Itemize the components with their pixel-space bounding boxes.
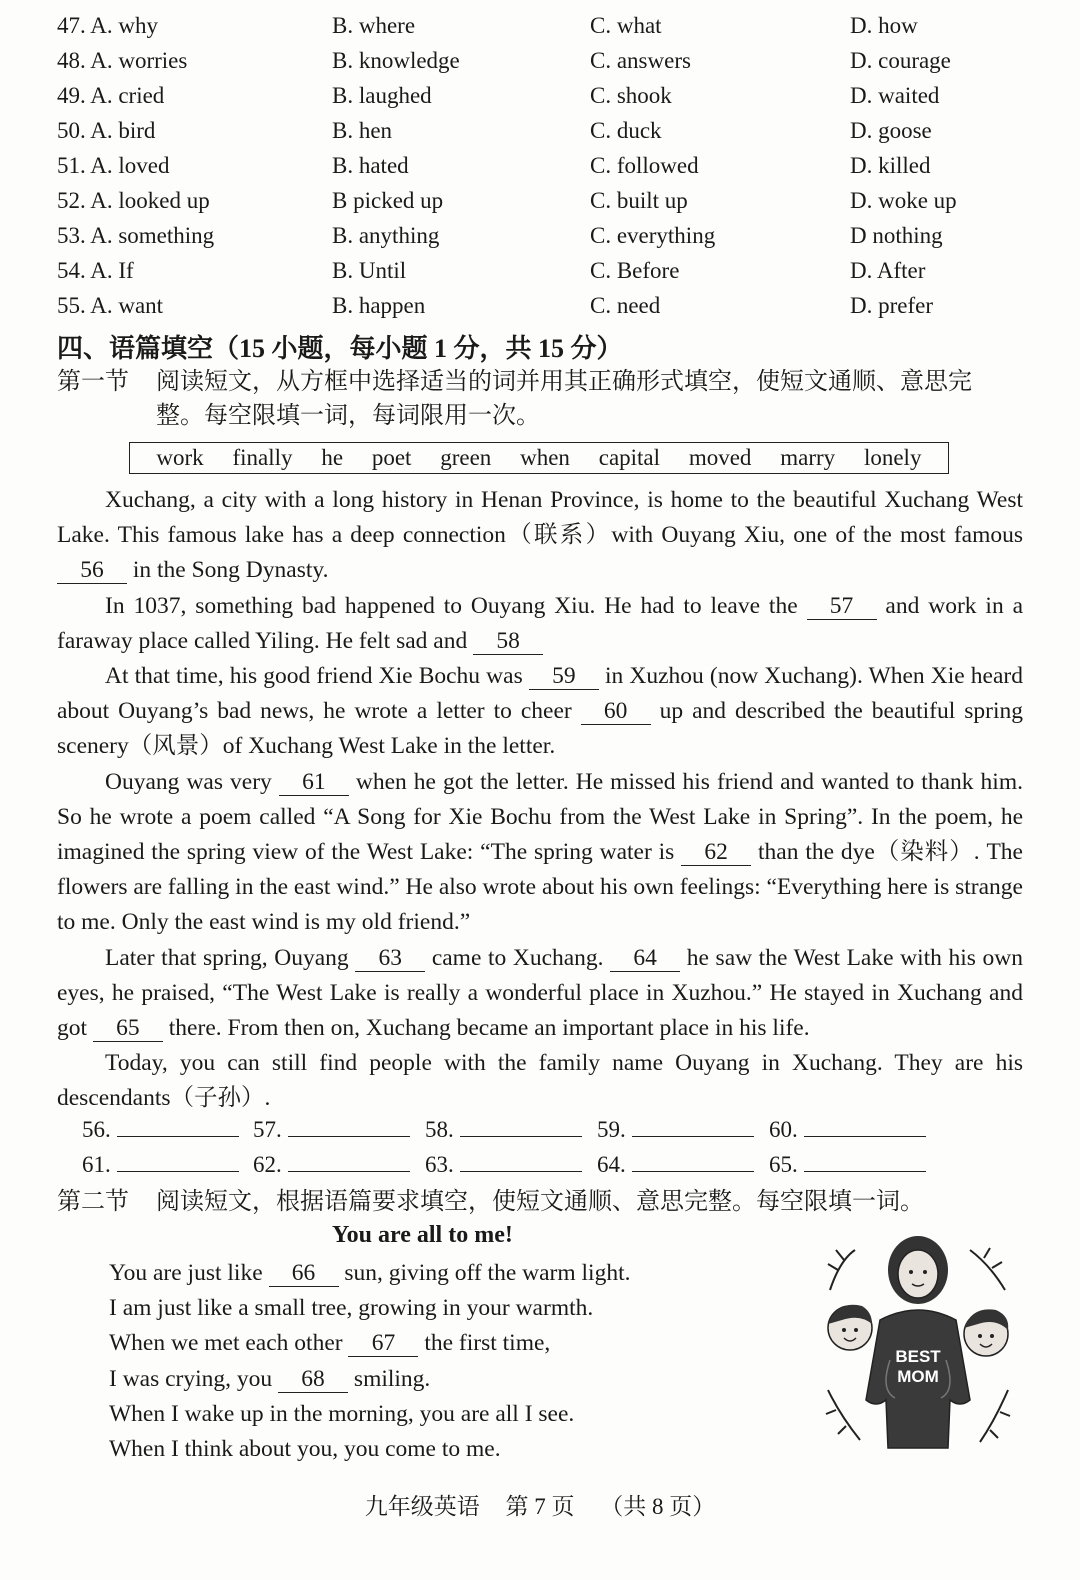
blank-68[interactable]: 68 [278, 1366, 348, 1393]
choice-c: C. Before [590, 258, 680, 283]
choice-b: B. laughed [332, 83, 432, 108]
section-heading: 四、语篇填空（15 小题，每小题 1 分，共 15 分） [57, 334, 623, 363]
choice-a: 52. A. looked up [57, 188, 210, 213]
word-box-item: marry [780, 445, 836, 470]
footer-page: 第 7 页 [505, 1494, 575, 1519]
choice-c: C. what [590, 13, 662, 38]
poem-title: You are all to me! [332, 1222, 513, 1248]
choice-b: B. hen [332, 118, 393, 143]
part1-label: 第一节 [57, 369, 129, 395]
answer-slot[interactable]: 63. [425, 1151, 582, 1178]
paragraph: Later that spring, Ouyang 63 came to Xuchang. 64 he saw the West Lake with his own eyes, he praised, “The West Lake is really a wonderful place in Xuzhou.” He stayed in Xuchang and got 65 there. From then on, Xuchang became an important place in his life. [57, 944, 1023, 1042]
choice-b: B picked up [332, 188, 444, 213]
paragraph: At that time, his good friend Xie Bochu was 59 in Xuzhou (now Xuchang). When Xie heard about Ouyang’s bad news, he wrote a letter to cheer 60 up and described the beautiful spring scenery（风景）of Xuchang West Lake in the letter. [57, 663, 1023, 760]
choice-b: B. anything [332, 223, 440, 248]
poem-line: When I wake up in the morning, you are all I see. [109, 1400, 575, 1427]
poem [109, 1256, 630, 1467]
answer-slot[interactable]: 62. [253, 1151, 410, 1178]
choice-d: D. waited [850, 83, 940, 108]
choice-c: C. shook [590, 83, 672, 108]
choice-d: D nothing [850, 223, 943, 248]
shirt-text-mom: MOM [897, 1367, 939, 1386]
passage [57, 483, 1023, 1117]
blank-63[interactable]: 63 [355, 945, 425, 972]
poem-line: I am just like a small tree, growing in your warmth. [109, 1295, 594, 1322]
poem-line: I was crying, you 68 smiling. [109, 1365, 431, 1392]
choice-a: 54. A. If [57, 258, 134, 283]
answer-slot[interactable]: 65. [769, 1151, 926, 1178]
choice-d: D. how [850, 13, 918, 38]
choice-a: 53. A. something [57, 223, 215, 248]
word-box [129, 442, 949, 474]
blank-64[interactable]: 64 [610, 945, 680, 972]
choice-a: 50. A. bird [57, 118, 156, 143]
choice-b: B. where [332, 13, 416, 38]
poem-line: You are just like 66 sun, giving off the warm light. [109, 1260, 631, 1286]
blank-65[interactable]: 65 [93, 1015, 163, 1042]
part1-instruction-line2: 整。每空限填一词，每词限用一次。 [156, 403, 540, 429]
part1-instruction-line1: 阅读短文，从方框中选择适当的词并用其正确形式填空，使短文通顺、意思完 [156, 369, 972, 395]
word-box-item: work [156, 445, 204, 470]
choice-b: B. hated [332, 153, 409, 178]
page-footer [0, 1488, 1080, 1521]
shirt-text-best: BEST [895, 1347, 941, 1366]
choice-c: C. answers [590, 48, 691, 73]
blank-66[interactable]: 66 [269, 1260, 339, 1287]
choice-b: B. happen [332, 293, 426, 318]
choice-c: C. built up [590, 188, 688, 213]
paragraph: Xuchang, a city with a long history in Henan Province, is home to the beautiful Xuchang West Lake. This famous lake has a deep connection（联系）with Ouyang Xiu, one of the most famous 56 in the Song Dynasty. [57, 487, 1023, 584]
answer-slot[interactable]: 56. [82, 1116, 239, 1143]
choice-a: 55. A. want [57, 293, 164, 318]
answer-slot[interactable]: 61. [82, 1151, 239, 1178]
blank-58[interactable]: 58 [473, 628, 543, 655]
choice-b: B. knowledge [332, 48, 460, 73]
choice-d: D. courage [850, 48, 951, 73]
word-box-item: he [321, 445, 344, 470]
blank-56[interactable]: 56 [57, 557, 127, 584]
footer-total: （共 8 页） [600, 1494, 716, 1519]
choice-a: 49. A. cried [57, 83, 165, 108]
answer-slot[interactable]: 60. [769, 1116, 926, 1143]
choice-c: C. everything [590, 223, 716, 248]
choice-a: 48. A. worries [57, 48, 188, 73]
best-mom-illustration [820, 1230, 1015, 1452]
paragraph: Ouyang was very 61 when he got the letter. He missed his friend and wanted to thank him. So he wrote a poem called “A Song for Xie Bochu from the West Lake in Spring”. In the poem, he imagined the spring view of the West Lake: “The spring water is 62 than the dye（染料）. The flowers are falling in the east wind.” He also wrote about his own feelings: “Everything here is strange to me. Only the east wind is my old friend.” [57, 768, 1023, 936]
word-box-item: capital [598, 445, 661, 470]
blank-57[interactable]: 57 [807, 593, 877, 620]
choice-b: B. Until [332, 258, 407, 283]
choice-a: 51. A. loved [57, 153, 170, 178]
part2-label: 第二节 [57, 1189, 129, 1215]
word-box-item: lonely [863, 445, 922, 470]
blank-60[interactable]: 60 [581, 698, 651, 725]
word-box-item: finally [232, 445, 293, 470]
choice-d: D. killed [850, 153, 931, 178]
word-box-item: poet [371, 445, 412, 470]
choice-c: C. need [590, 293, 661, 318]
choice-d: D. woke up [850, 188, 957, 213]
choice-d: D. prefer [850, 293, 934, 318]
blank-59[interactable]: 59 [529, 663, 599, 690]
choice-d: D. After [850, 258, 926, 283]
blank-61[interactable]: 61 [279, 769, 349, 796]
poem-line: When I think about you, you come to me. [109, 1436, 501, 1463]
word-box-item: moved [688, 445, 752, 470]
word-box-item: when [520, 445, 570, 470]
poem-line: When we met each other 67 the first time, [109, 1330, 551, 1357]
blank-62[interactable]: 62 [681, 839, 751, 866]
choice-c: C. followed [590, 153, 699, 178]
part2-instruction: 阅读短文，根据语篇要求填空，使短文通顺、意思完整。每空限填一词。 [156, 1189, 924, 1215]
paragraph: In 1037, something bad happened to Ouyang Xiu. He had to leave the 57 and work in a faraway place called Yiling. He felt sad and 58 [57, 592, 1024, 654]
answer-slot[interactable]: 64. [597, 1151, 754, 1178]
word-box-item: green [440, 445, 492, 470]
paragraph: Today, you can still find people with the family name Ouyang in Xuchang. They are his descendants（子孙）. [57, 1050, 1023, 1112]
blank-67[interactable]: 67 [348, 1330, 418, 1357]
answer-slot[interactable]: 58. [425, 1116, 582, 1143]
choice-c: C. duck [590, 118, 662, 143]
footer-subject: 九年级英语 [364, 1494, 480, 1519]
choice-a: 47. A. why [57, 13, 158, 38]
choice-d: D. goose [850, 118, 932, 143]
answer-slot[interactable]: 59. [597, 1116, 754, 1143]
answer-slot[interactable]: 57. [253, 1116, 410, 1143]
